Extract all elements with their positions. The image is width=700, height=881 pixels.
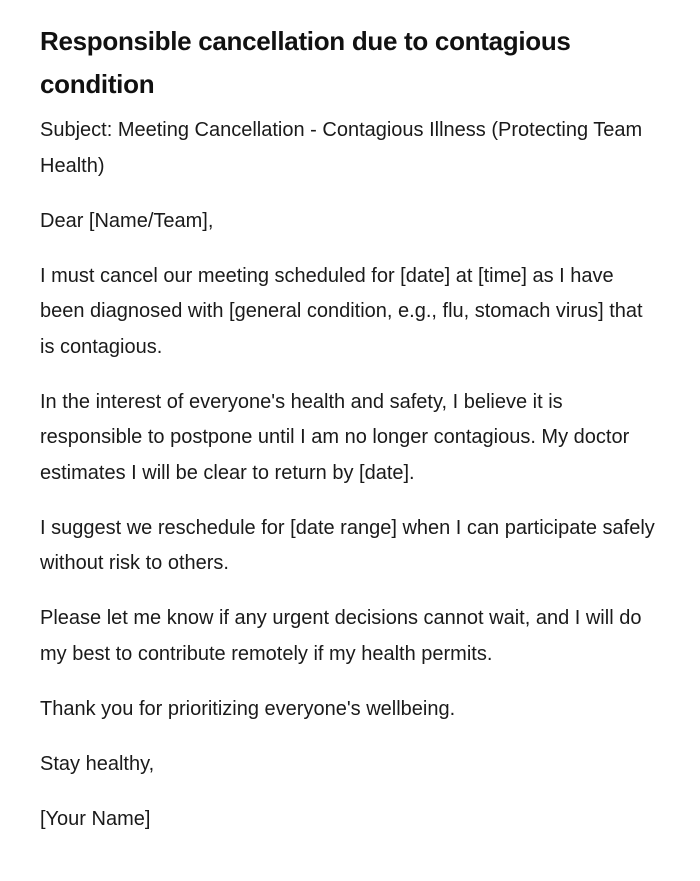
body-paragraph-cancel: I must cancel our meeting scheduled for [date] at [time] as I have been diagnosed with [general condition, e.g., flu, stomach virus] that is contagious. [40,264,643,358]
signature: [Your Name] [40,807,151,830]
body-paragraph-urgent: Please let me know if any urgent decisions cannot wait, and I will do my best to contribute remotely if my health permits. [40,607,642,665]
body-paragraph-reschedule: I suggest we reschedule for [date range] when I can participate safely without risk to others. [40,516,655,574]
greeting: Dear [Name/Team], [40,209,214,232]
body-paragraph-health: In the interest of everyone's health and safety, I believe it is responsible to postpone until I am no longer contagious. My doctor estimates I will be clear to return by [date]. [40,390,630,484]
email-subject: Subject: Meeting Cancellation - Contagious Illness (Protecting Team Health) [40,119,643,177]
closing: Stay healthy, [40,752,155,775]
document-title: Responsible cancellation due to contagious condition [40,26,571,99]
body-paragraph-thanks: Thank you for prioritizing everyone's wellbeing. [40,697,456,720]
